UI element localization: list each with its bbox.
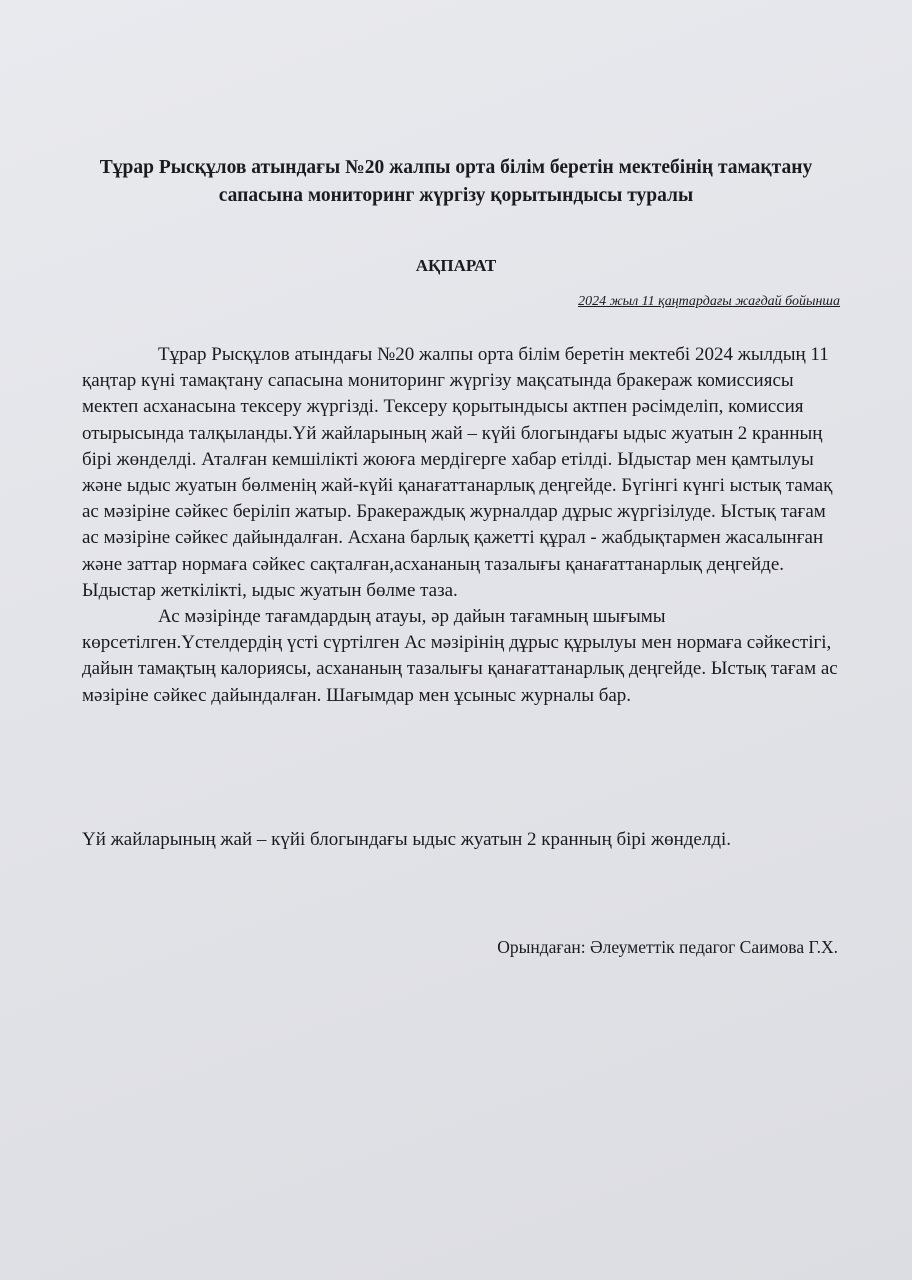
date-note: 2024 жыл 11 қаңтардағы жағдай бойынша <box>578 294 840 309</box>
body-paragraph: Тұрар Рысқұлов атындағы №20 жалпы орта білім беретін мектебі 2024 жылдың 11 қаңтар күні тамақтану сапасына мониторинг жүргізу мақсатында бракераж комиссиясы мектеп асханасына тексеру жүргізді. Тексеру қорытындысы актпен рәсімделіп, комиссия отырысында талқыланды.Үй жайларының жай – күйі блогындағы ыдыс жуатын 2 кранның бірі жөнделді. Аталған кемшілікті жоюға мердігерге хабар етілді. Ыдыстар мен қамтылуы және ыдыс жуатын бөлменің жай-күйі қанағаттанарлық деңгейде. Бүгінгі күнгі ыстық тамақ ас мәзіріне сәйкес беріліп жатыр. Бракераждық журналдар дұрыс жүргізілуде. Ыстық тағам ас мәзіріне сәйкес дайындалған. Асхана барлық қажетті құрал - жабдықтармен жасалынған және заттар нормаға сәйкес сақталған,асхананың тазалығы қанағаттанарлық деңгейде. Ыдыстар жеткілікті, ыдыс жуатын бөлме таза. <box>82 344 833 601</box>
document-heading: АҚПАРАТ <box>415 256 497 275</box>
signature-line: Орындаған: Әлеуметтік педагог Саимова Г.Х. <box>497 937 838 957</box>
summary-line: Үй жайларының жай – күйі блогындағы ыдыс жуатын 2 кранның бірі жөнделді. <box>82 829 732 850</box>
body-paragraph: Ас мәзірінде тағамдардың атауы, әр дайын тағамның шығымы көрсетілген.Үстелдердің үсті сүртілген Ас мәзірінің дұрыс құрылуы мен нормаға сәйкестігі, дайын тамақтың калориясы, асхананың тазалығы қанағаттанарлық деңгейде. Ыстық тағам ас мәзіріне сәйкес дайындалған. Шағымдар мен ұсыныс журналы бар. <box>82 606 838 706</box>
document-title: Тұрар Рысқұлов атындағы №20 жалпы орта білім беретін мектебінің тамақтану сапасына мониторинг жүргізу қорытындысы туралы <box>99 157 813 206</box>
document-body <box>82 342 842 709</box>
